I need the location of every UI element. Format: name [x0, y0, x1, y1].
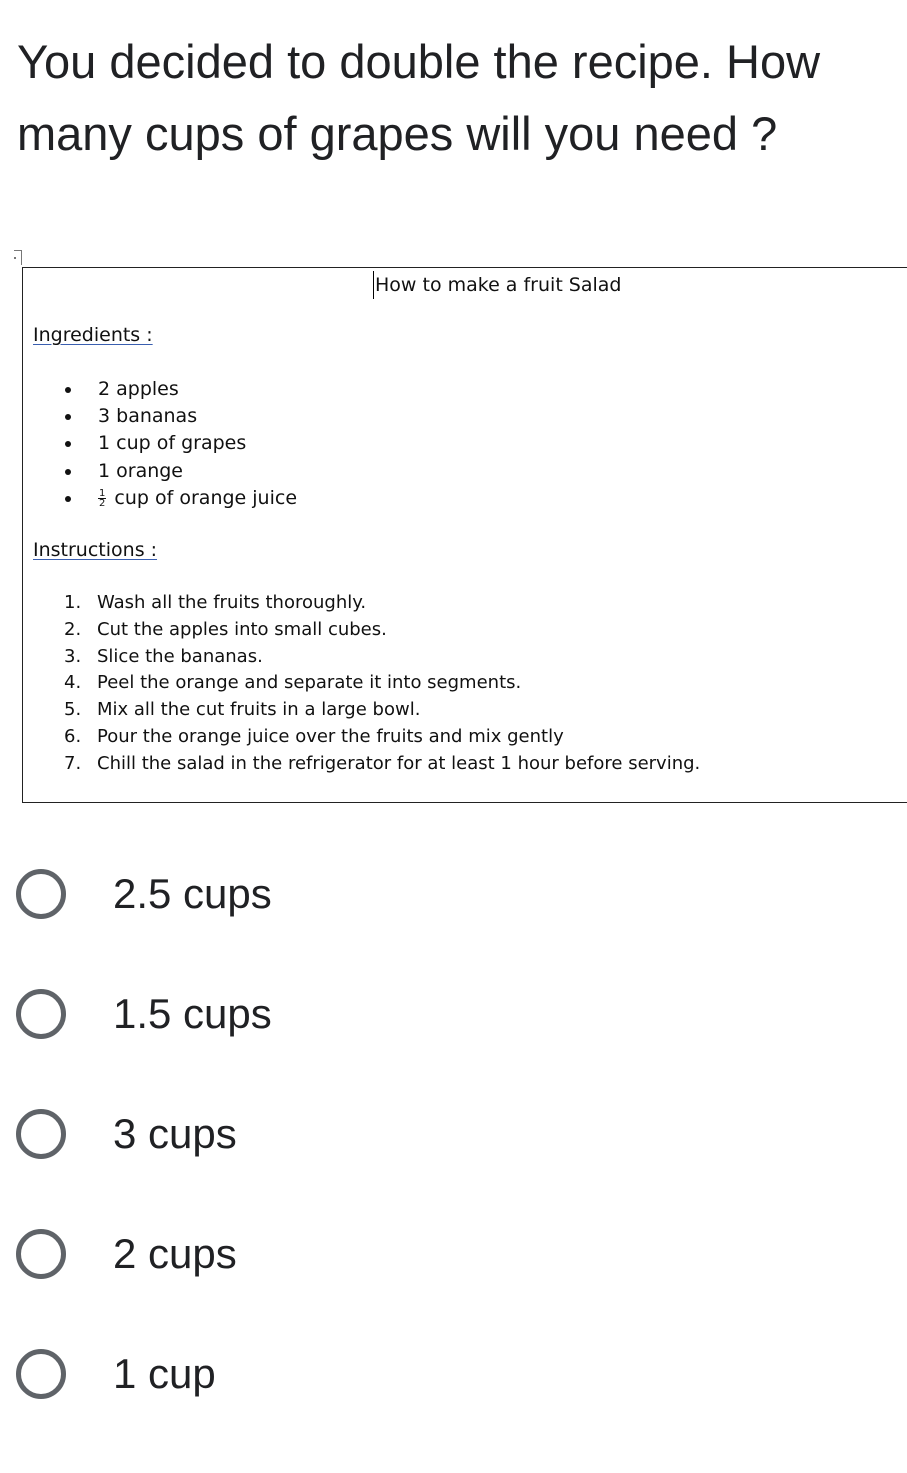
fraction-numerator: 1 — [99, 487, 106, 499]
radio-button[interactable] — [16, 1349, 66, 1399]
radio-button[interactable] — [16, 869, 66, 919]
step-number: 1. — [64, 592, 82, 613]
answer-options — [16, 864, 272, 1404]
step-number: 3. — [64, 645, 82, 667]
list-item — [65, 403, 297, 430]
step-number: 2. — [64, 618, 82, 640]
list-item — [64, 751, 700, 778]
list-item — [65, 430, 297, 457]
radio-button[interactable] — [16, 1229, 66, 1279]
list-item — [64, 670, 700, 697]
step-text: Peel the orange and separate it into segments. — [97, 672, 522, 694]
answer-option-1-5-cups[interactable] — [16, 984, 272, 1044]
bullet-icon — [65, 387, 71, 393]
option-label[interactable]: 2.5 cups — [113, 870, 272, 917]
step-text: Cut the apples into small cubes. — [97, 618, 387, 640]
ingredients-heading: Ingredients : — [33, 324, 153, 346]
bullet-icon — [65, 441, 71, 447]
step-number: 6. — [64, 725, 82, 747]
instructions-heading: Instructions : — [33, 539, 158, 561]
ingredient-text: 2 apples — [98, 378, 179, 400]
list-item — [64, 590, 700, 617]
option-label[interactable]: 1 cup — [113, 1350, 216, 1397]
list-item — [65, 458, 297, 485]
list-item — [65, 485, 297, 512]
radio-button[interactable] — [16, 1109, 66, 1159]
answer-option-2-cups[interactable] — [16, 1224, 272, 1284]
option-label[interactable]: 2 cups — [113, 1230, 237, 1277]
answer-option-2-5-cups[interactable] — [16, 864, 272, 924]
ingredients-list — [65, 376, 297, 512]
recipe-title: How to make a fruit Salad — [373, 271, 622, 299]
recipe-image — [22, 267, 907, 803]
step-text: Pour the orange juice over the fruits and mix gently — [97, 725, 564, 747]
bullet-icon — [65, 414, 71, 420]
question-text: You decided to double the recipe. How many cups of grapes will you need ? — [17, 35, 821, 160]
option-label[interactable]: 3 cups — [113, 1110, 237, 1157]
bullet-icon — [65, 469, 71, 475]
list-item — [64, 724, 700, 751]
step-text: Wash all the fruits thoroughly. — [97, 592, 367, 613]
list-item — [65, 376, 297, 403]
step-number: 4. — [64, 672, 82, 694]
step-text: Chill the salad in the refrigerator for at least 1 hour before serving. — [97, 752, 701, 774]
list-item — [64, 644, 700, 671]
ingredient-text: 1 cup of grapes — [98, 432, 247, 455]
radio-button[interactable] — [16, 989, 66, 1039]
fraction-denominator: 2 — [99, 497, 106, 509]
ingredient-text: cup of orange juice — [114, 486, 298, 509]
instructions-list — [64, 590, 700, 778]
step-number: 5. — [64, 699, 82, 721]
ingredient-text: 1 orange — [98, 459, 183, 482]
half-fraction — [98, 489, 106, 508]
list-item — [64, 697, 700, 724]
step-text: Slice the bananas. — [97, 645, 263, 667]
ingredient-text: 3 bananas — [98, 405, 198, 428]
text-cursor-mark — [14, 250, 22, 265]
answer-option-1-cup[interactable] — [16, 1344, 272, 1404]
option-label[interactable]: 1.5 cups — [113, 990, 272, 1037]
step-number: 7. — [64, 752, 82, 774]
list-item — [64, 617, 700, 644]
step-text: Mix all the cut fruits in a large bowl. — [97, 699, 421, 721]
answer-option-3-cups[interactable] — [16, 1104, 272, 1164]
bullet-icon — [65, 496, 71, 502]
